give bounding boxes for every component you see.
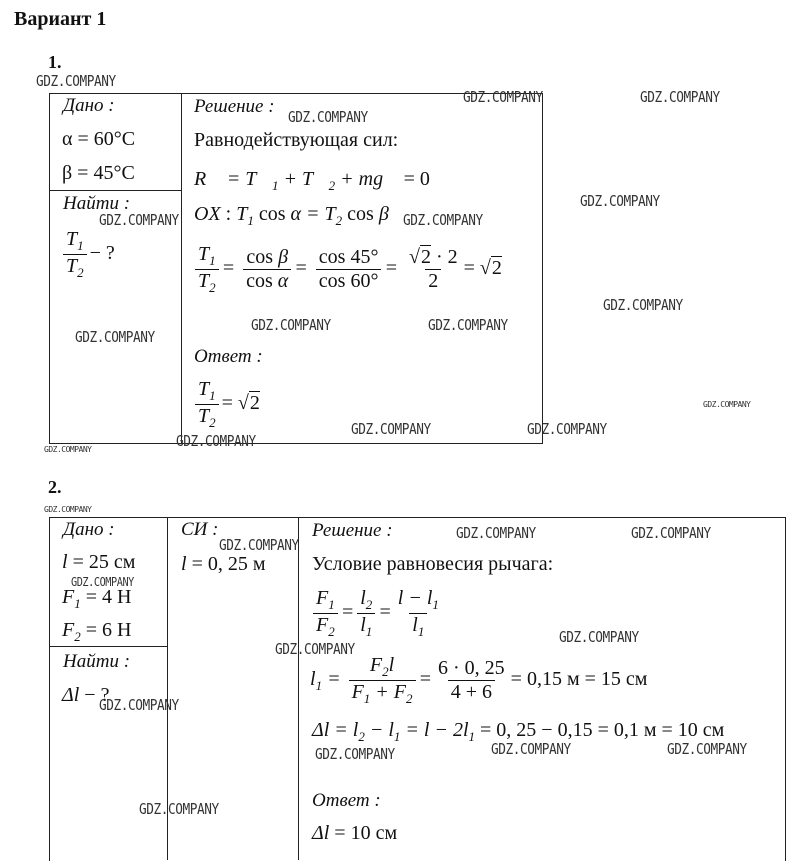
problem-2-lever-ratio: $\frac{F_1}{F_2}$ = $\frac{l_2}{l_1}$ = $\frac{l - l_1}{l_1}$ [310, 587, 445, 640]
problem-2-given-divider [49, 646, 167, 647]
watermark: GDZ.COMPANY [219, 536, 299, 554]
watermark: GDZ.COMPANY [527, 420, 607, 438]
problem-1-ox-projection: OX : $T_1$ $\cos \alpha = T_2$ cos β [194, 203, 389, 228]
problem-2-find-label: Найти : [63, 651, 131, 672]
watermark: GDZ.COMPANY [580, 192, 660, 210]
problem-1-dano-label: Дано : [63, 95, 115, 116]
problem-1-number: 1. [48, 52, 62, 72]
watermark: GDZ.COMPANY [44, 445, 92, 454]
problem-1-given-divider [49, 190, 181, 191]
watermark: GDZ.COMPANY [176, 432, 256, 450]
problem-2-given-length: l = 25 см [62, 551, 136, 573]
problem-1-vector-equation: R⃗ = $T⃗_1$ + $T⃗_2$ + mg⃗ = 0 [194, 168, 430, 193]
problem-1-find-label: Найти : [63, 193, 131, 214]
watermark: GDZ.COMPANY [403, 211, 483, 229]
problem-2-given-f2: $F_2 = 6$ Н [62, 619, 132, 644]
problem-2-given-f1: $F_1 = 4$ Н [62, 586, 132, 611]
problem-1-answer-value: $\frac{T_1}{T_2}$ = √2 [192, 378, 260, 431]
problem-1-given-beta: β = 45°C [62, 162, 135, 184]
problem-2-si-value: l = 0, 25 м [181, 553, 266, 575]
problem-1-solution-label: Решение : [194, 96, 275, 117]
problem-2-number: 2. [48, 477, 62, 497]
watermark: GDZ.COMPANY [99, 211, 179, 229]
watermark: GDZ.COMPANY [71, 575, 134, 589]
problem-1-answer-label: Ответ : [194, 346, 263, 367]
watermark: GDZ.COMPANY [703, 400, 751, 409]
problem-2-si-label: СИ : [181, 519, 219, 540]
problem-2-divider-solution [298, 517, 299, 860]
problem-2-answer-label: Ответ : [312, 790, 381, 811]
watermark: GDZ.COMPANY [603, 296, 683, 314]
problem-2-find-expr: Δl − ? [62, 684, 110, 706]
watermark: GDZ.COMPANY [275, 640, 355, 658]
watermark: GDZ.COMPANY [36, 72, 116, 90]
watermark: GDZ.COMPANY [99, 696, 179, 714]
problem-2-equilibrium-text: Условие равновесия рычага: [312, 553, 554, 575]
problem-1-resultant-text: Равнодействующая сил: [194, 129, 399, 151]
watermark: GDZ.COMPANY [75, 328, 155, 346]
problem-1-find-expr: $\frac{T_1}{T_2}$ − ? [60, 228, 115, 281]
problem-2-l1-calc: $l_1$ = $\frac{F_2l}{F_1 + F_2}$ = $\frac{6 \cdot 0, 25}{4 + 6}$ = 0,15 м = 15 см [310, 654, 648, 706]
watermark: GDZ.COMPANY [559, 628, 639, 646]
watermark: GDZ.COMPANY [251, 316, 331, 334]
watermark: GDZ.COMPANY [351, 420, 431, 438]
problem-2-solution-label: Решение : [312, 520, 393, 541]
problem-2-dano-label: Дано : [63, 519, 115, 540]
watermark: GDZ.COMPANY [491, 740, 571, 758]
watermark: GDZ.COMPANY [631, 524, 711, 542]
watermark: GDZ.COMPANY [456, 524, 536, 542]
watermark: GDZ.COMPANY [288, 108, 368, 126]
problem-1-ratio-equation: $\frac{T_1}{T_2}$ = $\frac{\text{cos β}}{\text{cos α}}$ = $\frac{\cos 45^\circ}{\cos 60^\circ}$ = $\frac{√2 \cdot 2}{2}$ = √2 [192, 243, 502, 296]
problem-1-divider [181, 93, 182, 443]
watermark: GDZ.COMPANY [640, 88, 720, 106]
watermark: GDZ.COMPANY [463, 88, 543, 106]
watermark: GDZ.COMPANY [315, 745, 395, 763]
watermark: GDZ.COMPANY [139, 800, 219, 818]
page-title: Вариант 1 [14, 8, 107, 30]
watermark: GDZ.COMPANY [428, 316, 508, 334]
problem-2-answer-value: Δl = 10 см [312, 822, 398, 844]
watermark: GDZ.COMPANY [44, 505, 92, 514]
watermark: GDZ.COMPANY [667, 740, 747, 758]
problem-1-given-alpha: α = 60°C [62, 128, 136, 150]
problem-2-delta-line: $\Delta l = l_2 - l_1 = l - 2l_1 = 0$, 25 − 0,15 = 0,1 м = 10 см [312, 719, 725, 744]
